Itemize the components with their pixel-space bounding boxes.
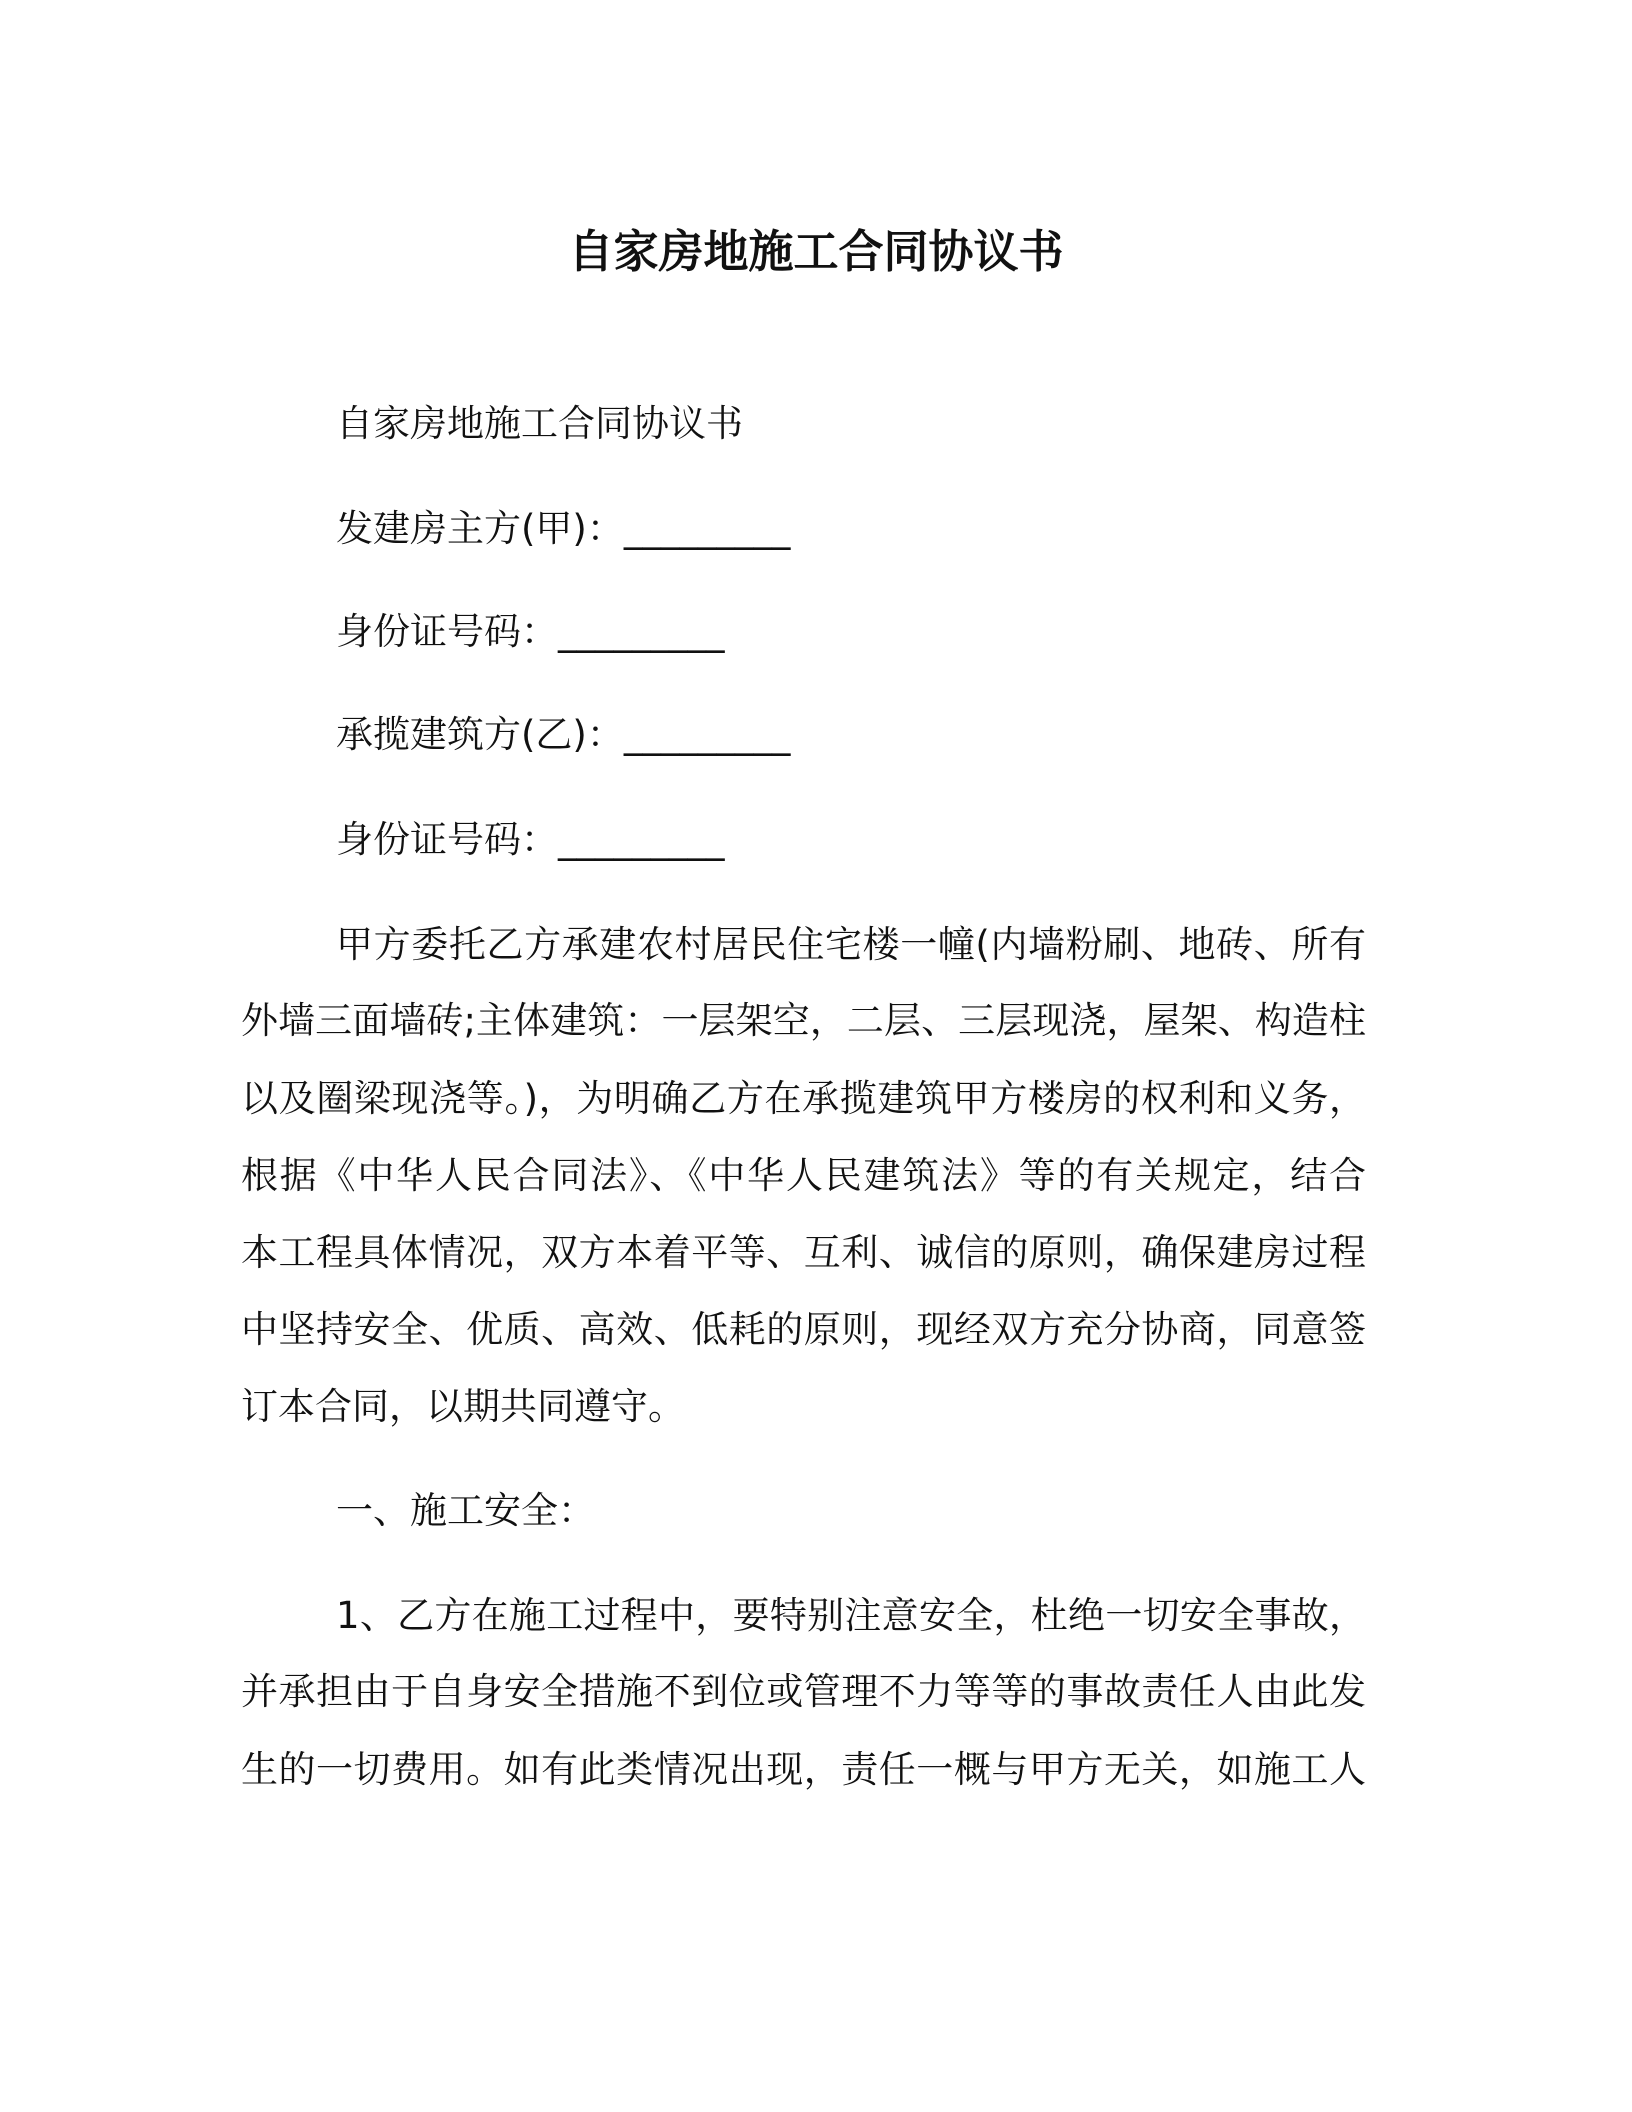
section-heading: 一、施工安全： [336, 1489, 595, 1532]
paragraph-line: 并承担由于自身安全措施不到位或管理不力等等的事故责任人由此发 [241, 1670, 1366, 1713]
document-subtitle: 自家房地施工合同协议书 [336, 402, 743, 445]
document-title: 自家房地施工合同协议书 [568, 225, 1064, 278]
paragraph-line: 以及圈梁现浇等。)，为明确乙方在承揽建筑甲方楼房的权利和义务， [241, 1077, 1366, 1120]
paragraph-line: 根据《中华人民合同法》、《中华人民建筑法》等的有关规定，结合 [241, 1154, 1366, 1197]
paragraph-line: 甲方委托乙方承建农村居民住宅楼一幢(内墙粉刷、地砖、所有 [336, 923, 1366, 966]
paragraph-line: 生的一切费用。如有此类情况出现，责任一概与甲方无关，如施工人 [241, 1748, 1366, 1791]
paragraph-line: 本工程具体情况，双方本着平等、互利、诚信的原则，确保建房过程 [241, 1231, 1366, 1274]
field-party-a: 发建房主方(甲)：_________ [336, 507, 791, 550]
paragraph-line: 订本合同，以期共同遵守。 [241, 1385, 685, 1428]
paragraph-line: 外墙三面墙砖;主体建筑：一层架空，二层、三层现浇，屋架、构造柱 [241, 999, 1366, 1042]
field-party-b-id: 身份证号码：_________ [336, 818, 725, 861]
field-party-b: 承揽建筑方(乙)：_________ [336, 713, 791, 756]
paragraph-line: 中坚持安全、优质、高效、低耗的原则，现经双方充分协商，同意签 [241, 1308, 1366, 1351]
paragraph-line: 1、乙方在施工过程中，要特别注意安全，杜绝一切安全事故， [336, 1594, 1366, 1637]
field-party-a-id: 身份证号码：_________ [336, 610, 725, 653]
